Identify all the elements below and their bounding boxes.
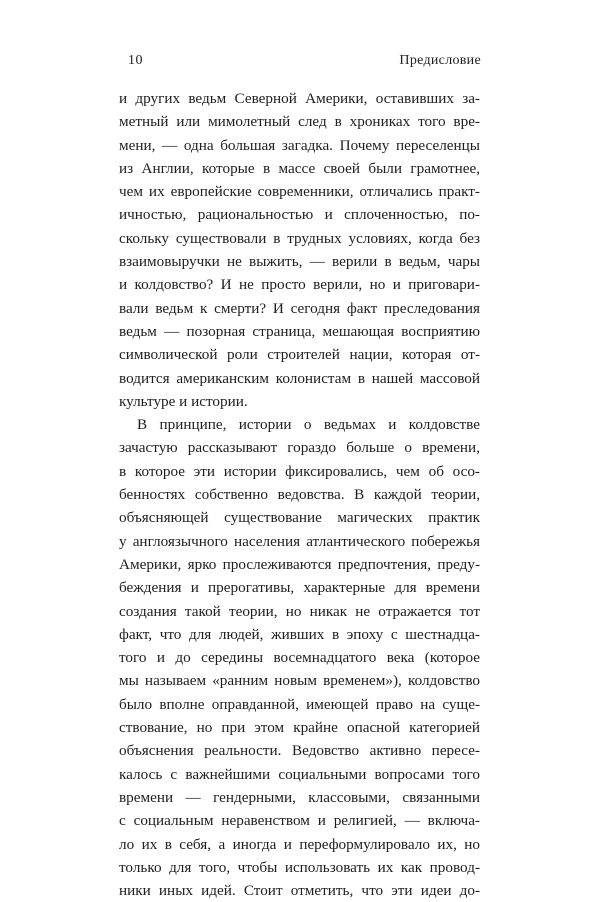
- paragraph-1: [119, 87, 480, 413]
- text-line: в которое эти истории фиксировались, чем об осо-: [119, 462, 480, 480]
- text-line: метный или мимолетный след в хрониках того вре-: [119, 113, 480, 131]
- running-head: Предисловие: [399, 53, 481, 68]
- text-line: у англоязычного населения атлантического побережья: [119, 532, 480, 550]
- text-line: водится американским колонистам в нашей массовой: [119, 369, 480, 387]
- text-line: культуре и истории.: [119, 392, 248, 410]
- text-line: символической роли строителей нации, которая от-: [119, 346, 480, 364]
- text-line: только для того, чтобы использовать их как провод-: [119, 858, 480, 876]
- paragraph-2: [119, 413, 480, 902]
- text-line: ло их в себя, а иногда и переформулировало их, но: [119, 835, 480, 853]
- text-line: создания такой теории, но никак не отражается тот: [119, 602, 480, 620]
- text-line: того и до середины восемнадцатого века (которое: [119, 649, 480, 667]
- text-line: бенностях собственно ведовства. В каждой теории,: [119, 486, 480, 504]
- text-line: факт, что для людей, живших в эпоху с шестнадца-: [119, 625, 480, 643]
- text-line: объяснения реальности. Ведовство активно пересе-: [119, 742, 480, 760]
- text-line: В принципе, истории о ведьмах и колдовстве: [137, 416, 480, 434]
- text-line: калось с важнейшими социальными вопросами того: [119, 765, 480, 783]
- text-line: зачастую рассказывают гораздо больше о времени,: [119, 439, 480, 457]
- text-line: ники иных идей. Стоит отметить, что эти идеи до-: [119, 882, 480, 900]
- text-line: скольку существовали в трудных условиях, когда без: [119, 229, 480, 247]
- text-line: объясняющей существование магических практик: [119, 509, 480, 527]
- text-line: ичностью, рациональностью и сплоченностью, по-: [119, 206, 480, 224]
- text-line: с социальным неравенством и религией, — включа-: [119, 812, 480, 830]
- text-line: и других ведьм Северной Америки, оставивших за-: [119, 90, 480, 107]
- text-line: беждения и прерогативы, характерные для времени: [119, 579, 480, 597]
- text-line: взаимовыручки не выжить, — верили в ведьм, чары: [119, 253, 480, 271]
- text-line: времени — гендерными, классовыми, связанными: [119, 788, 480, 806]
- text-line: было вполне оправданной, имеющей право на суще-: [119, 695, 480, 713]
- text-line: Америки, ярко прослеживаются предпочтения, преду-: [119, 555, 480, 573]
- page-number: 10: [128, 53, 143, 68]
- body-text: [119, 87, 480, 902]
- text-line: ведьм — позорная страница, мешающая восприятию: [119, 322, 480, 340]
- text-line: ствование, но при этом крайне опасной категорией: [119, 719, 480, 737]
- text-line: чем их европейские современники, отличались практ-: [119, 183, 480, 201]
- text-line: мени, — одна большая загадка. Почему переселенцы: [119, 136, 480, 154]
- text-line: и колдовство? И не просто верили, но и приговари-: [119, 276, 480, 294]
- text-line: вали ведьм к смерти? И сегодня факт преследования: [119, 299, 480, 317]
- text-line: мы называем «ранним новым временем»), колдовство: [119, 672, 480, 690]
- text-line: из Англии, которые в массе своей были грамотнее,: [119, 159, 480, 177]
